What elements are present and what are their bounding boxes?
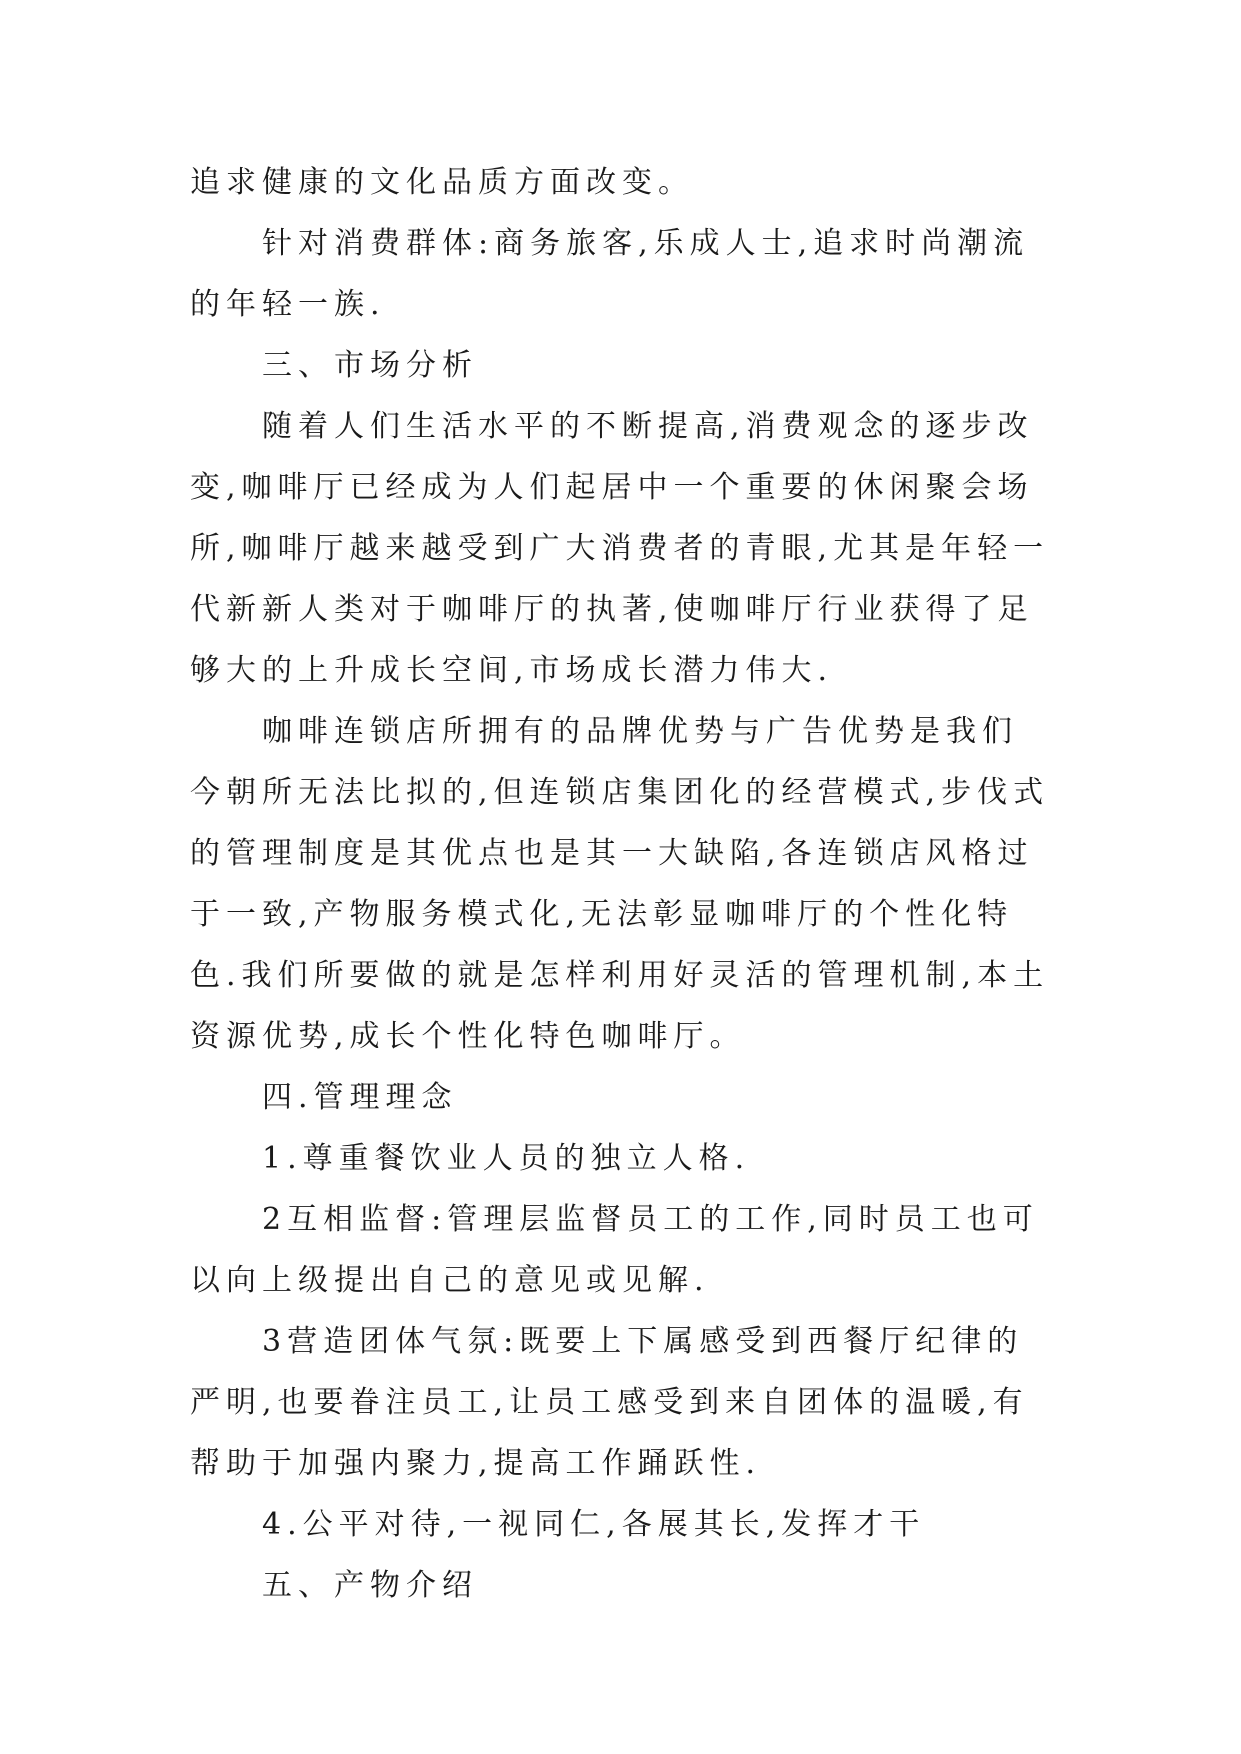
paragraph-intro-continuation: 追求健康的文化品质方面改变。 <box>190 165 694 200</box>
paragraph-market-growth: 随着人们生活水平的不断提高,消费观念的逐步改变,咖啡厅已经成为人们起居中一个重要的休闲聚会场所,咖啡厅越来越受到广大消费者的青眼,尤其是年轻一代新新人类对于咖啡厅的执著,使咖啡厅行业获得了足够大的上升成长空间,市场成长潜力伟大. <box>190 409 1050 688</box>
paragraph-chain-store-comparison: 咖啡连锁店所拥有的品牌优势与广告优势是我们今朝所无法比拟的,但连锁店集团化的经营模式,步伐式的管理制度是其优点也是其一大缺陷,各连锁店风格过于一致,产物服务模式化,无法彰显咖啡厅的个性化特色.我们所要做的就是怎样利用好灵活的管理机制,本土资源优势,成长个性化特色咖啡厅。 <box>190 714 1050 1054</box>
section-heading-product-introduction: 五、产物介绍 <box>262 1568 478 1603</box>
document-body <box>190 152 1050 1616</box>
list-item-respect: 1.尊重餐饮业人员的独立人格. <box>262 1141 751 1176</box>
list-item-team-atmosphere: 3营造团体气氛:既要上下属感受到西餐厅纪律的严明,也要眷注员工,让员工感受到来自团体的温暖,有帮助于加强内聚力,提高工作踊跃性. <box>190 1324 1029 1481</box>
list-item-fair-treatment: 4.公平对待,一视同仁,各展其长,发挥才干 <box>262 1507 926 1542</box>
section-heading-management-philosophy: 四.管理理念 <box>262 1080 458 1115</box>
section-heading-market-analysis: 三、市场分析 <box>262 348 478 383</box>
paragraph-target-consumers: 针对消费群体:商务旅客,乐成人士,追求时尚潮流的年轻一族. <box>190 226 1030 322</box>
list-item-mutual-supervision: 2互相监督:管理层监督员工的工作,同时员工也可以向上级提出自己的意见或见解. <box>190 1202 1039 1298</box>
